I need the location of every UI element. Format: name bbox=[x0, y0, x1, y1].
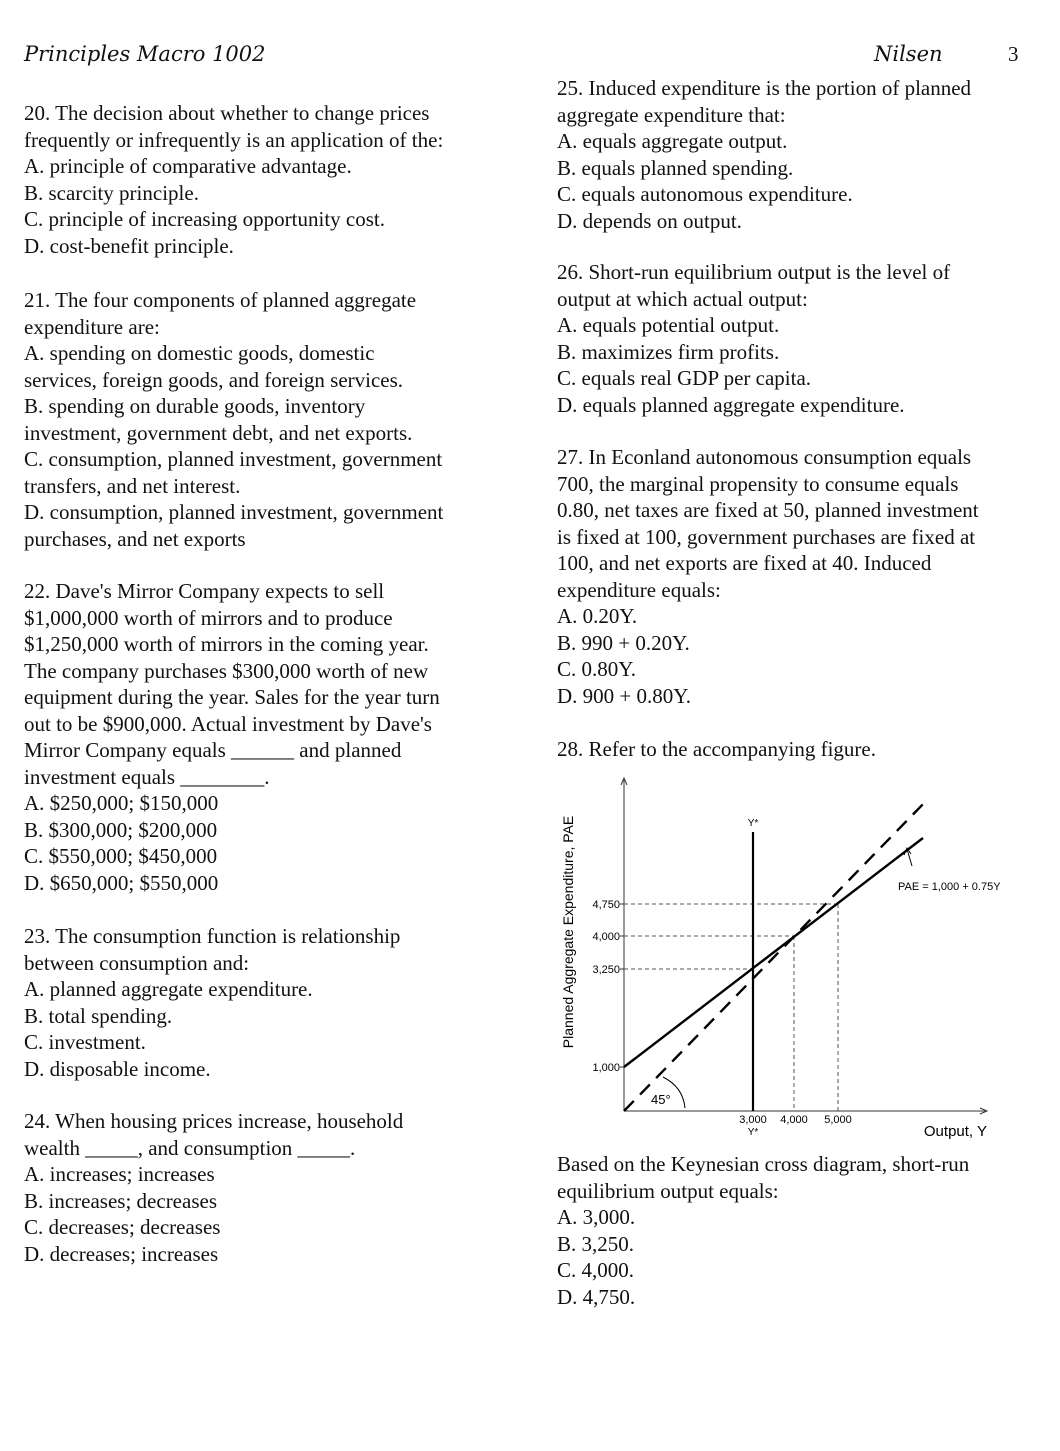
question-line: 25. Induced expenditure is the portion of planned bbox=[557, 76, 972, 100]
question-line: Based on the Keynesian cross diagram, short-run bbox=[557, 1152, 970, 1176]
question-line: 23. The consumption function is relationship bbox=[24, 924, 401, 948]
question-line: A. principle of comparative advantage. bbox=[24, 154, 352, 178]
question-line: D. 900 + 0.80Y. bbox=[557, 683, 691, 708]
question-line: A. spending on domestic goods, domestic bbox=[24, 341, 375, 365]
course-title: Principles Macro 1002 bbox=[24, 42, 266, 66]
y-tick-label: 3,250 bbox=[592, 964, 620, 976]
question-line: D. 4,750. bbox=[557, 1284, 636, 1309]
question-line: 100, and net exports are fixed at 40. Induced bbox=[557, 551, 932, 575]
question-line: B. $300,000; $200,000 bbox=[24, 817, 218, 842]
question-line: The company purchases $300,000 worth of new bbox=[24, 658, 429, 683]
pae-line bbox=[624, 838, 923, 1067]
question-line: C. equals autonomous expenditure. bbox=[557, 182, 853, 206]
question-line: C. principle of increasing opportunity cost. bbox=[24, 207, 386, 231]
question-line: B. 990 + 0.20Y. bbox=[557, 630, 690, 655]
y-axis-label: Planned Aggregate Expenditure, PAE bbox=[560, 815, 576, 1049]
question-line: D. $650,000; $550,000 bbox=[24, 870, 219, 895]
x-axis-label: Output, Y bbox=[923, 1123, 987, 1140]
question-line: $1,000,000 worth of mirrors and to produce bbox=[24, 605, 393, 630]
question-line: 0.80, net taxes are fixed at 50, planned investment bbox=[557, 498, 979, 522]
question-line: C. $550,000; $450,000 bbox=[24, 844, 218, 868]
question-line: $1,250,000 worth of mirrors in the coming year. bbox=[24, 632, 429, 656]
question-line: transfers, and net interest. bbox=[24, 473, 241, 498]
question-line: services, foreign goods, and foreign services. bbox=[24, 367, 404, 392]
question-line: A. 0.20Y. bbox=[557, 604, 638, 628]
question-line: C. consumption, planned investment, government bbox=[24, 447, 443, 471]
potential-output-label: Y* bbox=[747, 818, 759, 829]
author-name: Nilsen bbox=[874, 42, 943, 66]
question-line: output at which actual output: bbox=[557, 286, 808, 311]
x-tick-label: 3,000 bbox=[739, 1114, 767, 1126]
question-line: D. equals planned aggregate expenditure. bbox=[557, 392, 905, 417]
question-line: is fixed at 100, government purchases are fixed at bbox=[557, 524, 976, 549]
question-line: expenditure equals: bbox=[557, 577, 721, 602]
question-line: C. 4,000. bbox=[557, 1258, 635, 1282]
question-line: Mirror Company equals ______ and planned bbox=[24, 738, 402, 762]
question-line: D. depends on output. bbox=[557, 208, 742, 233]
question-line: investment, government debt, and net exports. bbox=[24, 420, 413, 445]
question-line: 700, the marginal propensity to consume equals bbox=[557, 471, 959, 496]
x-tick-label: 5,000 bbox=[824, 1114, 852, 1126]
y-tick-label: 4,000 bbox=[592, 931, 620, 943]
y-tick-label: 4,750 bbox=[592, 899, 620, 911]
pae-equation-label: PAE = 1,000 + 0.75Y bbox=[898, 881, 1001, 893]
question-line: B. increases; decreases bbox=[24, 1188, 217, 1213]
question-line: B. total spending. bbox=[24, 1003, 173, 1028]
question-line: expenditure are: bbox=[24, 314, 160, 339]
question-line: aggregate expenditure that: bbox=[557, 102, 786, 127]
question-line: D. consumption, planned investment, government bbox=[24, 500, 444, 524]
question-line: B. maximizes firm profits. bbox=[557, 339, 780, 364]
question-line: B. 3,250. bbox=[557, 1231, 635, 1256]
question-line: between consumption and: bbox=[24, 950, 250, 975]
question-line: A. increases; increases bbox=[24, 1162, 215, 1186]
question-line: D. disposable income. bbox=[24, 1056, 211, 1081]
question-line: 24. When housing prices increase, household bbox=[24, 1109, 404, 1133]
question-line: B. equals planned spending. bbox=[557, 155, 794, 180]
question-line: B. scarcity principle. bbox=[24, 180, 199, 205]
question-line: 20. The decision about whether to change prices bbox=[24, 101, 430, 125]
question-line: equilibrium output equals: bbox=[557, 1178, 779, 1203]
question-line: A. equals aggregate output. bbox=[557, 129, 788, 153]
question-line: purchases, and net exports bbox=[24, 526, 246, 551]
question-line: 21. The four components of planned aggregate bbox=[24, 288, 417, 312]
page-number: 3 bbox=[1008, 42, 1019, 66]
question-line: C. decreases; decreases bbox=[24, 1215, 221, 1239]
question-line: A. $250,000; $150,000 bbox=[24, 791, 219, 815]
question-line: C. equals real GDP per capita. bbox=[557, 366, 812, 390]
x-tick-sublabel: Y* bbox=[747, 1127, 759, 1138]
angle-label: 45° bbox=[651, 1092, 671, 1107]
x-tick-label: 4,000 bbox=[780, 1114, 808, 1126]
question-line: C. 0.80Y. bbox=[557, 657, 636, 681]
question-line: A. 3,000. bbox=[557, 1205, 636, 1229]
question-line: A. equals potential output. bbox=[557, 313, 780, 337]
question-line: 22. Dave's Mirror Company expects to sell bbox=[24, 579, 385, 603]
question-line: 26. Short-run equilibrium output is the level of bbox=[557, 260, 951, 284]
question-line: 28. Refer to the accompanying figure. bbox=[557, 737, 876, 761]
question-line: out to be $900,000. Actual investment by Dave's bbox=[24, 711, 432, 736]
question-line: A. planned aggregate expenditure. bbox=[24, 977, 313, 1001]
question-line: B. spending on durable goods, inventory bbox=[24, 394, 366, 418]
question-line: D. cost-benefit principle. bbox=[24, 233, 234, 258]
question-line: investment equals ________. bbox=[24, 764, 270, 789]
question-line: 27. In Econland autonomous consumption equals bbox=[557, 445, 972, 469]
question-line: D. decreases; increases bbox=[24, 1241, 219, 1266]
question-line: frequently or infrequently is an application of the: bbox=[24, 127, 444, 152]
45-degree-line bbox=[624, 799, 928, 1111]
question-line: C. investment. bbox=[24, 1030, 146, 1054]
y-tick-label: 1,000 bbox=[592, 1062, 620, 1074]
question-line: wealth _____, and consumption _____. bbox=[24, 1135, 356, 1160]
question-line: equipment during the year. Sales for the year turn bbox=[24, 685, 440, 709]
